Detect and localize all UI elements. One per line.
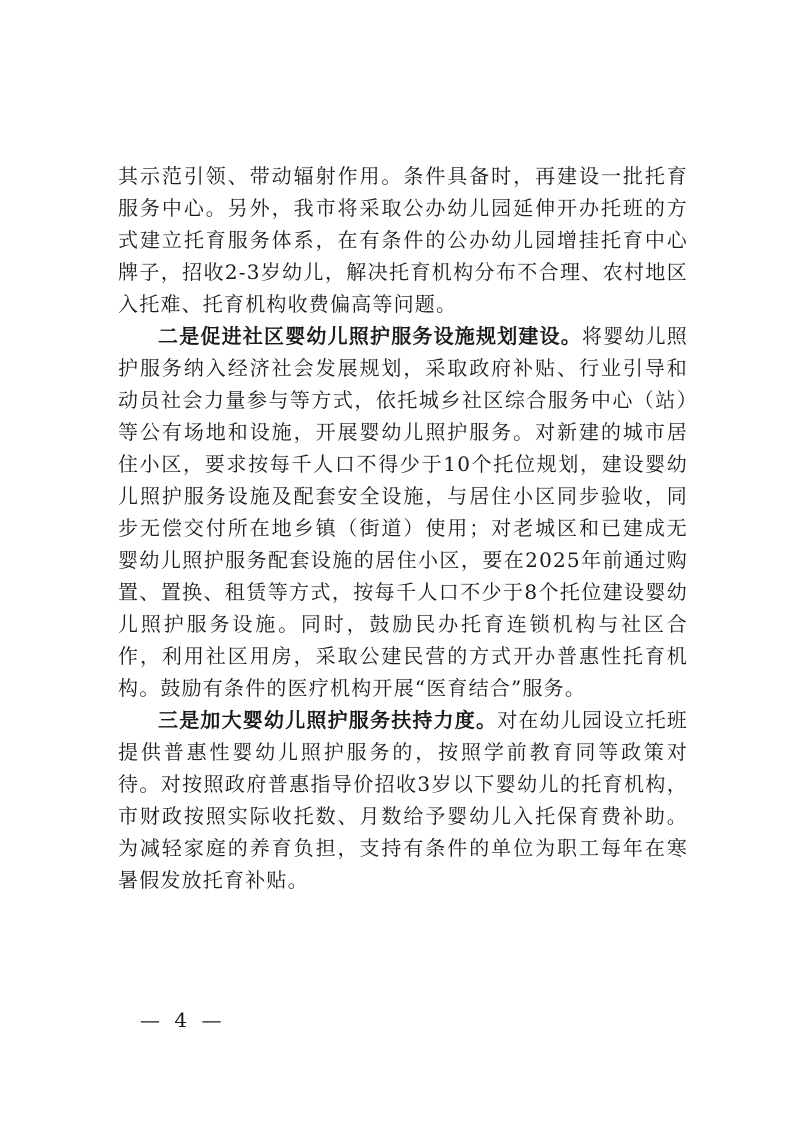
page-number: — 4 — [140, 1008, 226, 1032]
document-body [118, 160, 688, 896]
paragraph-1-text: 其示范引领、带动辐射作用。条件具备时，再建设一批托育服务中心。另外，我市将采取公办幼儿园延伸开办托班的方式建立托育服务体系，在有条件的公办幼儿园增挂托育中心牌子，招收2-3岁幼儿，解决托育机构分布不合理、农村地区入托难、托育机构收费偏高等问题。 [118, 164, 688, 316]
paragraph-3-text: 对在幼儿园设立托班提供普惠性婴幼儿照护服务的，按照学前教育同等政策对待。对按照政府普惠指导价招收3岁以下婴幼儿的托育机构，市财政按照实际收托数、月数给予婴幼儿入托保育费补助。为减轻家庭的养育负担，支持有条件的单位为职工每年在寒暑假发放托育补贴。 [118, 708, 689, 892]
paragraph-2-text: 将婴幼儿照护服务纳入经济社会发展规划，采取政府补贴、行业引导和动员社会力量参与等方式，依托城乡社区综合服务中心（站）等公有场地和设施，开展婴幼儿照护服务。对新建的城市居住小区，要求按每千人口不得少于10个托位规划，建设婴幼儿照护服务设施及配套安全设施，与居住小区同步验收，同步无偿交付所在地乡镇（街道）使用；对老城区和已建成无婴幼儿照护服务配套设施的居住小区，要在2025年前通过购置、置换、租赁等方式，按每千人口不少于8个托位建设婴幼儿照护服务设施。同时，鼓励民办托育连锁机构与社区合作，利用社区用房，采取公建民营的方式开办普惠性托育机构。鼓励有条件的医疗机构开展“医育结合”服务。 [118, 324, 688, 700]
paragraph-2 [118, 320, 688, 704]
paragraph-3-lead: 三是加大婴幼儿照护服务扶持力度。 [158, 708, 498, 732]
paragraph-1 [118, 160, 688, 320]
paragraph-2-lead: 二是促进社区婴幼儿照护服务设施规划建设。 [158, 324, 582, 348]
paragraph-3 [118, 704, 688, 896]
